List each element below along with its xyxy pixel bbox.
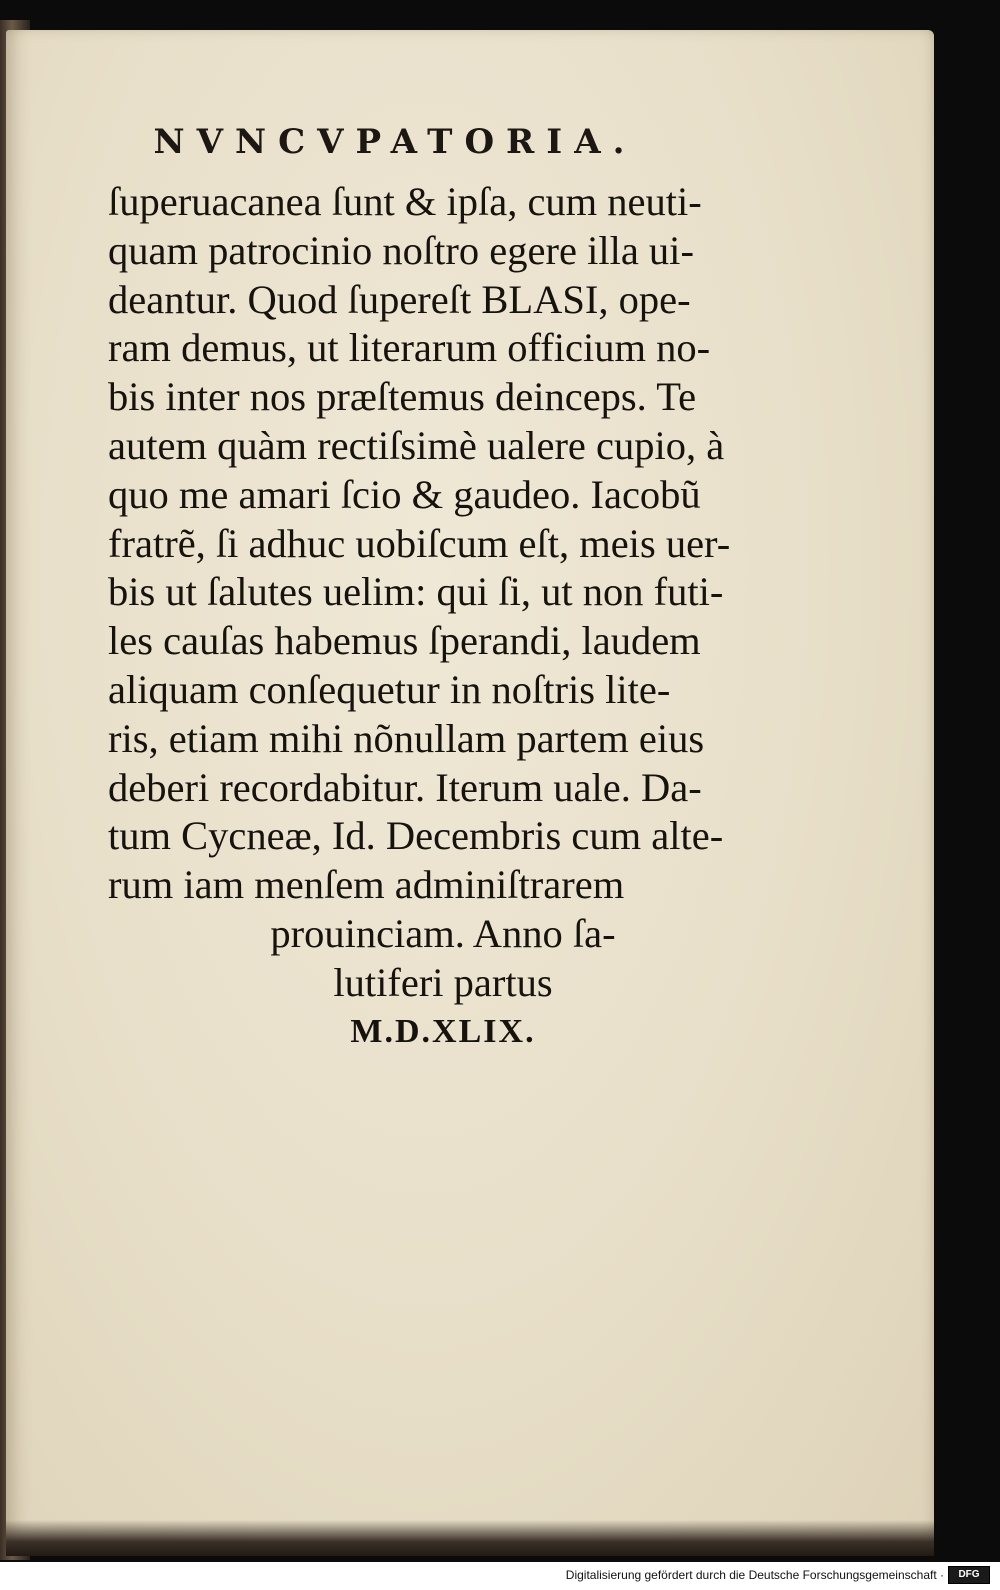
page-bottom-shadow [6,1520,934,1556]
text-line: bis inter nos præſtemus deinceps. Te [108,374,697,420]
text-line: aliquam conſequetur in noſtris lite- [108,666,671,712]
page-text-block [108,178,778,1056]
closing-line: prouinciam. Anno ſa- [270,910,616,956]
running-head: NVNCVPATORIA. [153,122,637,162]
closing-line: lutiferi partus [333,959,553,1005]
text-line: fratrẽ, ſi adhuc uobiſcum eſt, meis uer- [108,520,731,566]
dfg-logo-icon: DFG [948,1566,990,1584]
text-line: rum iam menſem adminiſtrarem [108,862,625,908]
text-line: ris, etiam mihi nõnullam partem eius [108,715,705,761]
text-line: deberi recordabitur. Iterum uale. Da- [108,764,702,810]
text-line: ram demus, ut literarum officium no- [108,325,711,371]
text-line: deantur. Quod ſupereſt BLASI, ope- [108,276,691,322]
text-line: tum Cycneæ, Id. Decembris cum alte- [108,813,724,859]
text-line: autem quàm rectiſsimè ualere cupio, à [108,422,725,468]
footer-credit: Digitalisierung gefördert durch die Deutsche Forschungsgemeinschaft · [565,1568,944,1582]
date-line: M.D.XLIX. [350,1012,536,1050]
text-line: bis ut ſalutes uelim: qui ſi, ut non futi- [108,569,724,615]
text-line: ſuperuacanea ſunt & ipſa, cum neuti- [108,179,702,224]
text-line: quam patrocinio noſtro egere illa ui- [108,227,694,273]
text-line: les cauſas habemus ſperandi, laudem [108,618,701,664]
text-line: quo me amari ſcio & gaudeo. Iacobũ [108,471,701,517]
